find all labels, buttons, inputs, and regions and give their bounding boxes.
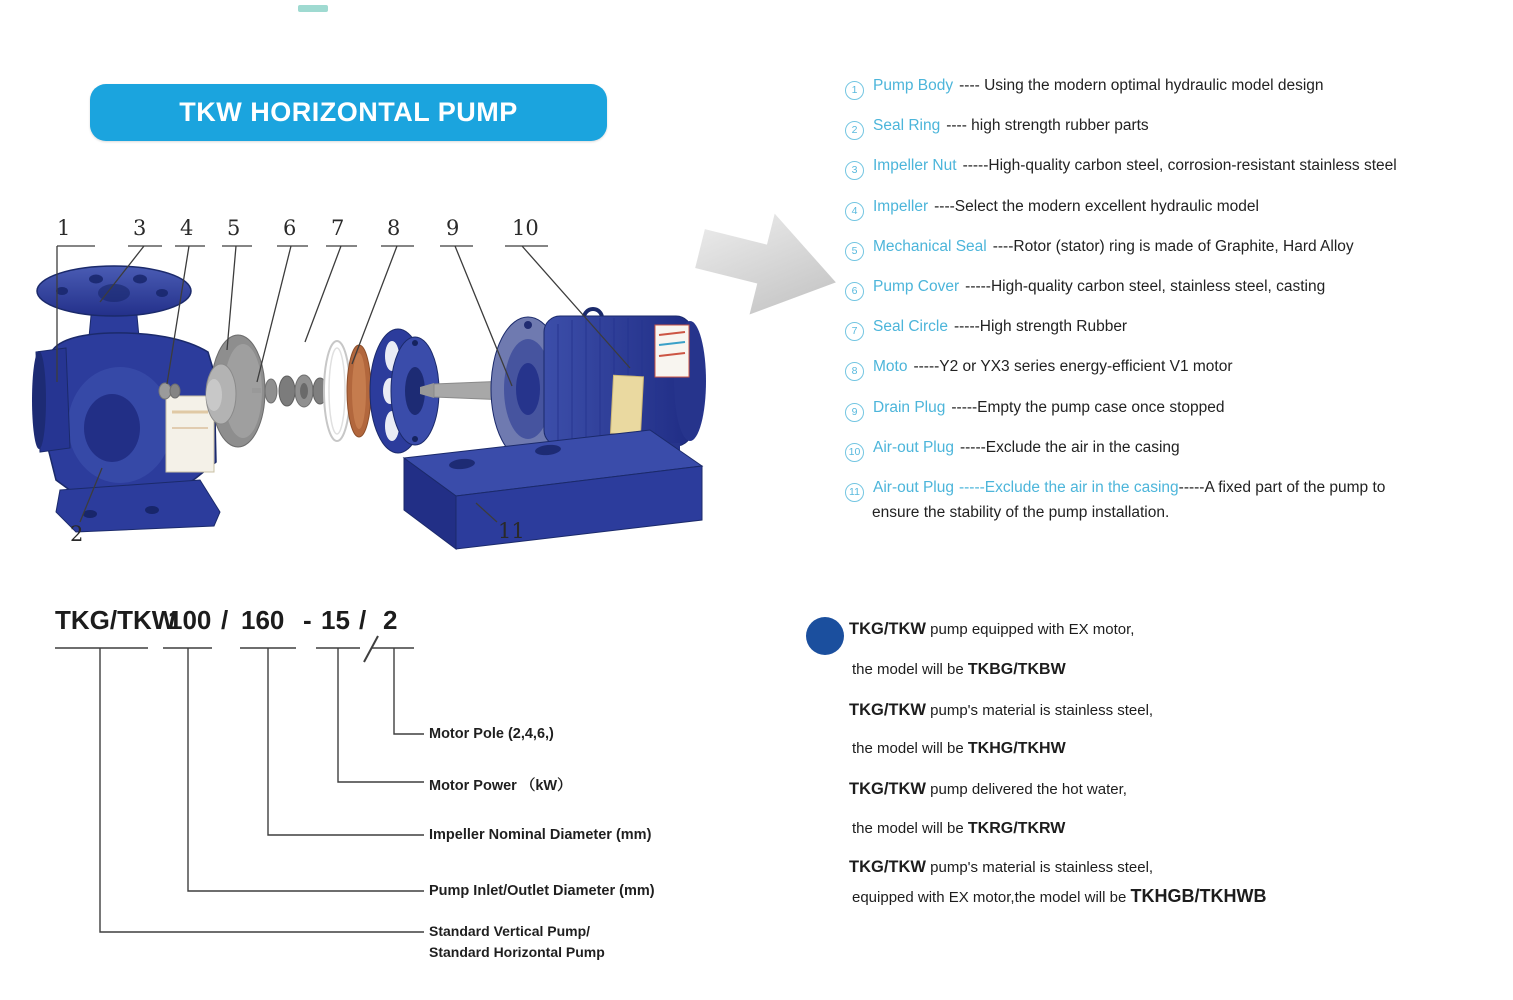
part-description: -----Exclude the air in the casing <box>959 439 1180 456</box>
label-inlet-diameter: Pump Inlet/Outlet Diameter (mm) <box>429 883 655 899</box>
parts-list-item-10 <box>845 437 1180 462</box>
note-text: equipped with EX motor,the model will be <box>852 889 1131 906</box>
callout-5: 5 <box>227 216 241 240</box>
callout-1: 1 <box>57 216 71 240</box>
note-model-name: TKBG/TKBW <box>967 661 1066 678</box>
callout-8: 8 <box>387 216 401 240</box>
note-4-line-1 <box>849 858 1153 877</box>
note-model-token: TKG/TKW <box>849 780 926 798</box>
parts-list-item-7 <box>845 316 1127 341</box>
note-model-token: TKG/TKW <box>849 858 926 876</box>
callout-11: 11 <box>498 519 525 543</box>
base-illustration <box>404 430 702 549</box>
part-description: -----A fixed part of the pump to <box>1178 479 1386 496</box>
part-name-description: -----Exclude the air in the casing <box>958 479 1179 496</box>
note-model-name: TKHGB/TKHWB <box>1130 886 1267 906</box>
parts-list-item-5 <box>845 236 1354 261</box>
part-name: Impeller <box>873 198 929 215</box>
note-2-line-1 <box>849 701 1153 720</box>
part-description: -----High-quality carbon steel, stainless steel, casting <box>965 278 1326 295</box>
model-code-dash: - <box>303 605 312 635</box>
model-code-connectors <box>55 636 424 932</box>
note-text: pump equipped with EX motor, <box>925 621 1135 638</box>
seal-circle-illustration <box>324 341 350 441</box>
part-number-badge: 9 <box>845 403 864 422</box>
parts-list-item-4 <box>845 196 1259 221</box>
model-code-slash2: / <box>359 605 367 635</box>
motor-illustration <box>420 309 706 461</box>
part-number-badge: 1 <box>845 81 864 100</box>
model-code-pole: 2 <box>383 605 398 635</box>
parts-list-item-2 <box>845 115 1149 140</box>
label-pump-type-2: Standard Horizontal Pump <box>429 944 605 960</box>
parts-list-item-9 <box>845 397 1224 422</box>
part-number-badge: 6 <box>845 282 864 301</box>
part-number-badge: 8 <box>845 362 864 381</box>
callout-9: 9 <box>446 216 460 240</box>
model-code-inlet: 100 <box>168 605 212 635</box>
note-4-line-2 <box>852 886 1266 907</box>
note-model-name: TKHG/TKHW <box>967 740 1066 757</box>
note-3-line-2 <box>852 820 1065 838</box>
note-text: the model will be <box>852 661 968 678</box>
note-1-line-2 <box>852 661 1066 679</box>
model-code-prefix: TKG/TKW <box>55 605 177 635</box>
callout-10: 10 <box>512 216 539 240</box>
part-description: -----High-quality carbon steel, corrosion-resistant stainless steel <box>962 157 1397 174</box>
note-model-name: TKRG/TKRW <box>967 820 1066 837</box>
part-name: Moto <box>873 358 908 375</box>
callout-4: 4 <box>180 216 194 240</box>
model-code-impeller: 160 <box>241 605 285 635</box>
page-title: TKW HORIZONTAL PUMP <box>179 97 518 127</box>
callout-2: 2 <box>70 522 84 546</box>
parts-list-item-3 <box>845 155 1397 180</box>
part-name: Impeller Nut <box>873 157 957 174</box>
part-name: Seal Ring <box>873 117 941 134</box>
note-3-line-1 <box>849 780 1127 799</box>
note-text: the model will be <box>852 820 968 837</box>
part-name: Mechanical Seal <box>873 238 987 255</box>
part-number-badge: 3 <box>845 161 864 180</box>
part-name: Pump Body <box>873 77 954 94</box>
model-code-slash1: / <box>221 605 229 635</box>
note-text: pump's material is stainless steel, <box>925 859 1154 876</box>
part-name: Seal Circle <box>873 318 948 335</box>
part-description: ---- Using the modern optimal hydraulic model design <box>959 77 1324 94</box>
note-text: pump delivered the hot water, <box>925 781 1127 798</box>
note-2-line-2 <box>852 740 1066 758</box>
pump-body-illustration <box>32 266 220 532</box>
parts-list-item-8 <box>845 356 1233 381</box>
callout-3: 3 <box>133 216 147 240</box>
label-pump-type-1: Standard Vertical Pump/ <box>429 923 591 939</box>
part-name: Air-out Plug <box>873 479 954 496</box>
label-motor-power: Motor Power （kW） <box>429 778 572 794</box>
part-description: -----High strength Rubber <box>953 318 1128 335</box>
part-number-badge: 10 <box>845 443 864 462</box>
part-number-badge: 7 <box>845 322 864 341</box>
note-model-token: TKG/TKW <box>849 701 926 719</box>
part-description: ----Rotor (stator) ring is made of Graphite, Hard Alloy <box>992 238 1354 255</box>
callout-6: 6 <box>283 216 297 240</box>
part-name: Pump Cover <box>873 278 960 295</box>
right-arrow-icon <box>687 198 848 333</box>
part-description: ----Select the modern excellent hydraulic model <box>934 198 1259 215</box>
part-description: -----Y2 or YX3 series energy-efficient V1 motor <box>913 358 1233 375</box>
part-number-badge: 4 <box>845 202 864 221</box>
part-number-badge: 5 <box>845 242 864 261</box>
note-1-line-1 <box>849 620 1134 639</box>
part-name: Air-out Plug <box>873 439 954 456</box>
part-description-line2: ensure the stability of the pump installation. <box>872 504 1170 521</box>
parts-list-item-1 <box>845 75 1324 100</box>
note-text: the model will be <box>852 740 968 757</box>
label-motor-pole: Motor Pole (2,4,6,) <box>429 726 554 742</box>
parts-list-item-6 <box>845 276 1325 301</box>
part-description: ---- high strength rubber parts <box>946 117 1149 134</box>
label-impeller-diameter: Impeller Nominal Diameter (mm) <box>429 827 652 843</box>
part-number-badge: 2 <box>845 121 864 140</box>
note-bullet <box>806 617 844 655</box>
part-number-badge: 11 <box>845 483 864 502</box>
part-name: Drain Plug <box>873 399 946 416</box>
part-description: -----Empty the pump case once stopped <box>951 399 1225 416</box>
note-text: pump's material is stainless steel, <box>925 702 1154 719</box>
model-code-power: 15 <box>321 605 350 635</box>
parts-list-item-11 <box>845 477 1505 524</box>
callout-7: 7 <box>331 216 345 240</box>
note-model-token: TKG/TKW <box>849 620 926 638</box>
